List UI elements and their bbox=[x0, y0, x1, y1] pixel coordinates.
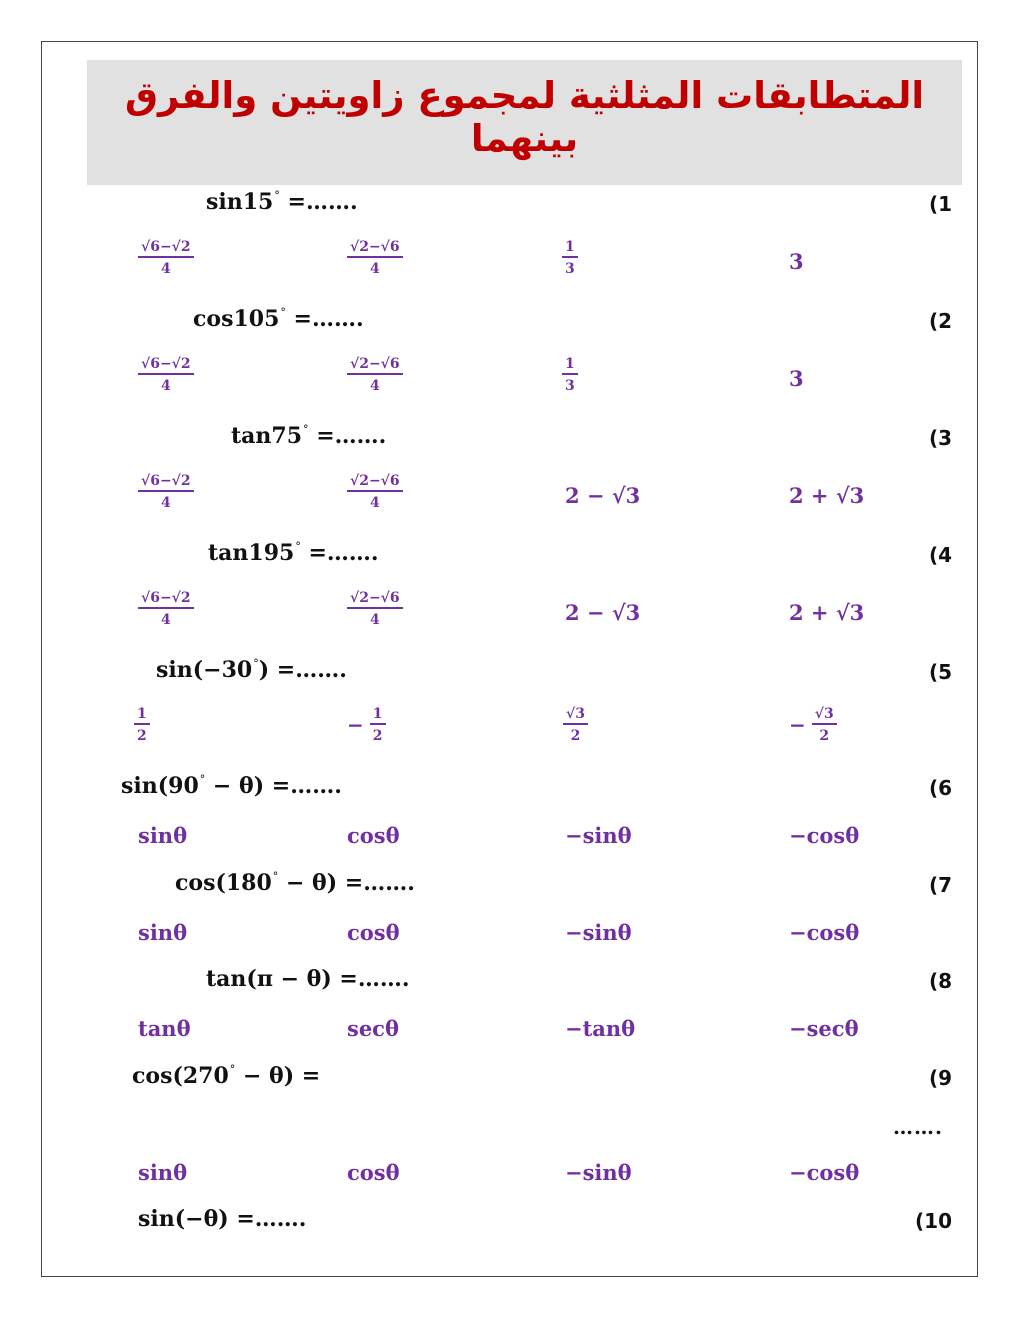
title-banner bbox=[87, 60, 962, 185]
option-9c[interactable]: −sinθ bbox=[565, 1160, 632, 1185]
option-9a[interactable]: sinθ bbox=[138, 1160, 188, 1185]
option-3c[interactable]: 2 − √3 bbox=[565, 483, 641, 508]
option-6c[interactable]: −sinθ bbox=[565, 823, 632, 848]
option-2d[interactable]: 3 bbox=[789, 366, 804, 391]
question-number-4: (4 bbox=[928, 543, 952, 567]
page-title: المتطابقات المثلثية لمجموع زاويتين والفرق بينهما bbox=[124, 74, 925, 160]
option-7d[interactable]: −cosθ bbox=[789, 920, 860, 945]
option-4d[interactable]: 2 + √3 bbox=[789, 600, 865, 625]
option-1b[interactable]: $\frac{√2-√6}{4}$ bbox=[347, 240, 403, 276]
option-8a[interactable]: tanθ bbox=[138, 1016, 191, 1041]
option-4c[interactable]: 2 − √3 bbox=[565, 600, 641, 625]
question-9-dots: ……. bbox=[893, 1115, 943, 1139]
option-8c[interactable]: −tanθ bbox=[565, 1016, 636, 1041]
question-number-9: (9 bbox=[928, 1066, 952, 1090]
option-5d[interactable]: − $\frac{√3}{2}$ bbox=[789, 707, 837, 743]
question-1: sin15° =……. bbox=[206, 189, 358, 215]
question-8: tan(π − θ) =……. bbox=[206, 966, 410, 992]
question-7: cos(180° − θ) =……. bbox=[175, 870, 415, 896]
question-number-1: (1 bbox=[928, 192, 952, 216]
option-5b[interactable]: − $\frac{1}{2}$ bbox=[347, 707, 386, 743]
option-8b[interactable]: secθ bbox=[347, 1016, 399, 1041]
option-6a[interactable]: sinθ bbox=[138, 823, 188, 848]
option-4a[interactable]: $\frac{√6-√2}{4}$ bbox=[138, 591, 194, 627]
option-2b[interactable]: $\frac{√2-√6}{4}$ bbox=[347, 357, 403, 393]
option-5a[interactable]: $\frac{1}{2}$ bbox=[134, 707, 150, 743]
question-2: cos105° =……. bbox=[193, 306, 364, 332]
option-1a[interactable]: $\frac{√6-√2}{4}$ bbox=[138, 240, 194, 276]
option-6d[interactable]: −cosθ bbox=[789, 823, 860, 848]
option-3b[interactable]: $\frac{√2-√6}{4}$ bbox=[347, 474, 403, 510]
question-number-8: (8 bbox=[928, 969, 952, 993]
option-6b[interactable]: cosθ bbox=[347, 823, 400, 848]
question-9: cos(270° − θ) = bbox=[132, 1063, 321, 1089]
option-2c[interactable]: $\frac{1}{3}$ bbox=[562, 357, 578, 393]
question-3: tan75° =……. bbox=[231, 423, 387, 449]
option-7a[interactable]: sinθ bbox=[138, 920, 188, 945]
question-number-7: (7 bbox=[928, 873, 952, 897]
option-8d[interactable]: −secθ bbox=[789, 1016, 859, 1041]
question-4: tan195° =……. bbox=[208, 540, 379, 566]
option-2a[interactable]: $\frac{√6-√2}{4}$ bbox=[138, 357, 194, 393]
question-number-3: (3 bbox=[928, 426, 952, 450]
option-7b[interactable]: cosθ bbox=[347, 920, 400, 945]
option-3a[interactable]: $\frac{√6-√2}{4}$ bbox=[138, 474, 194, 510]
question-5: sin(−30°) =……. bbox=[156, 657, 347, 683]
option-9d[interactable]: −cosθ bbox=[789, 1160, 860, 1185]
option-7c[interactable]: −sinθ bbox=[565, 920, 632, 945]
question-10: sin(−θ) =……. bbox=[138, 1206, 307, 1232]
option-4b[interactable]: $\frac{√2-√6}{4}$ bbox=[347, 591, 403, 627]
question-number-5: (5 bbox=[928, 660, 952, 684]
question-number-10: (10 bbox=[915, 1209, 952, 1233]
option-5c[interactable]: $\frac{√3}{2}$ bbox=[563, 707, 588, 743]
question-6: sin(90° − θ) =……. bbox=[121, 773, 342, 799]
option-1c[interactable]: $\frac{1}{3}$ bbox=[562, 240, 578, 276]
question-number-2: (2 bbox=[928, 309, 952, 333]
question-number-6: (6 bbox=[928, 776, 952, 800]
option-9b[interactable]: cosθ bbox=[347, 1160, 400, 1185]
option-1d[interactable]: 3 bbox=[789, 249, 804, 274]
option-3d[interactable]: 2 + √3 bbox=[789, 483, 865, 508]
